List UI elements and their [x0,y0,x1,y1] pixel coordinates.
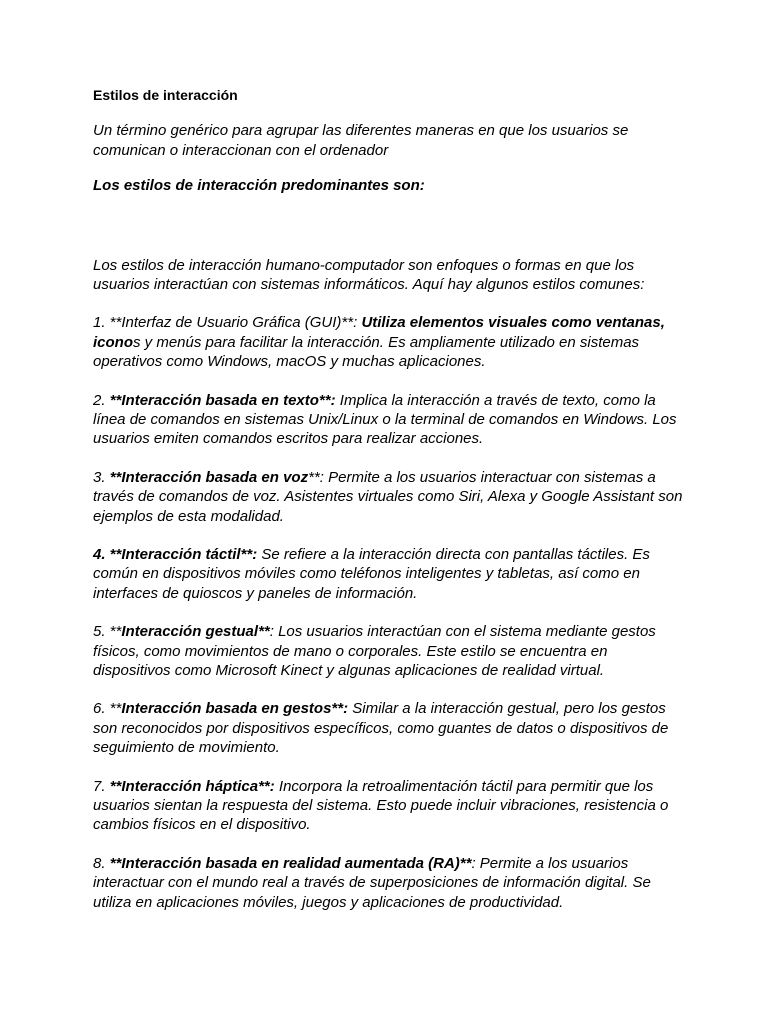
item-bold-text: 4. **Interacción táctil**: [93,545,258,563]
item-bold-text: Interacción basada en gestos**: [121,700,349,718]
item-prefix: 5. ** [93,623,122,641]
list-item [93,854,683,912]
item-text: : Permite a los usuarios interactuar con el mundo real a través de superposiciones de información digital. Se utiliza en aplicaciones móviles, juegos y aplicaciones de productividad. [93,854,651,911]
item-text: Se refiere a la interacción directa con pantallas táctiles. Es común en dispositivos móviles como teléfonos inteligentes y tabletas, así como en interfaces de quioscos y paneles de información. [93,545,650,602]
list-item [93,545,683,603]
item-bold-text: **Interacción basada en voz [109,468,309,486]
document-content [93,86,683,912]
item-prefix: 1. **Interfaz de Usuario Gráfica (GUI)**: [93,314,362,332]
item-text: Similar a la interacción gestual, pero los gestos son reconocidos por dispositivos específicos, como guantes de datos o dispositivos de seguimiento de movimiento. [93,700,669,757]
item-bold-text: **Interacción basada en texto**: [109,391,336,409]
item-text: **: Permite a los usuarios interactuar con sistemas a través de comandos de voz. Asistentes virtuales como Siri, Alexa y Google Assistant son ejemplos de esta modalidad. [93,468,683,525]
intro-text: Un término genérico para agrupar las diferentes maneras en que los usuarios se comunican o interaccionan con el ordenador [93,122,629,159]
list-item [93,391,683,449]
list-item [93,777,683,835]
item-text: Incorpora la retroalimentación táctil para permitir que los usuarios sientan la respuesta del sistema. Esto puede incluir vibraciones, resistencia o cambios físicos en el dispositivo. [93,777,669,834]
item-prefix: 3. [93,468,110,486]
item-bold-text: Utiliza elementos visuales como ventanas, icono [93,314,665,351]
list-item [93,468,683,526]
list-item [93,699,683,757]
subheading: Los estilos de interacción predominantes son: [93,177,425,194]
item-prefix: 8. [93,854,110,872]
list-item [93,313,683,371]
item-prefix: 7. [93,777,110,795]
body-paragraph: Los estilos de interacción humano-computador son enfoques o formas en que los usuarios interactúan con sistemas informáticos. Aquí hay algunos estilos comunes: [93,256,645,293]
document-title: Estilos de interacción [93,87,238,103]
item-bold-text: **Interacción basada en realidad aumentada (RA)** [109,854,472,872]
item-prefix: 6. ** [93,700,122,718]
item-text: s y menús para facilitar la interacción. Es ampliamente utilizado en sistemas operativos como Windows, macOS y muchas aplicaciones. [93,333,640,371]
item-text: : Los usuarios interactúan con el sistema mediante gestos físicos, como movimientos de mano o corporales. Este estilo se encuentra en dispositivos como Microsoft Kinect y algunas aplicaciones de realidad virtual. [93,623,656,679]
item-bold-text: Interacción gestual** [121,623,270,641]
item-bold-text: **Interacción háptica**: [109,777,275,795]
item-prefix: 2. [93,391,110,409]
item-text: Implica la interacción a través de texto, como la línea de comandos en sistemas Unix/Linux o la terminal de comandos en Windows. Los usuarios emiten comandos escritos para realizar acciones. [93,391,677,448]
list-item [93,622,683,680]
